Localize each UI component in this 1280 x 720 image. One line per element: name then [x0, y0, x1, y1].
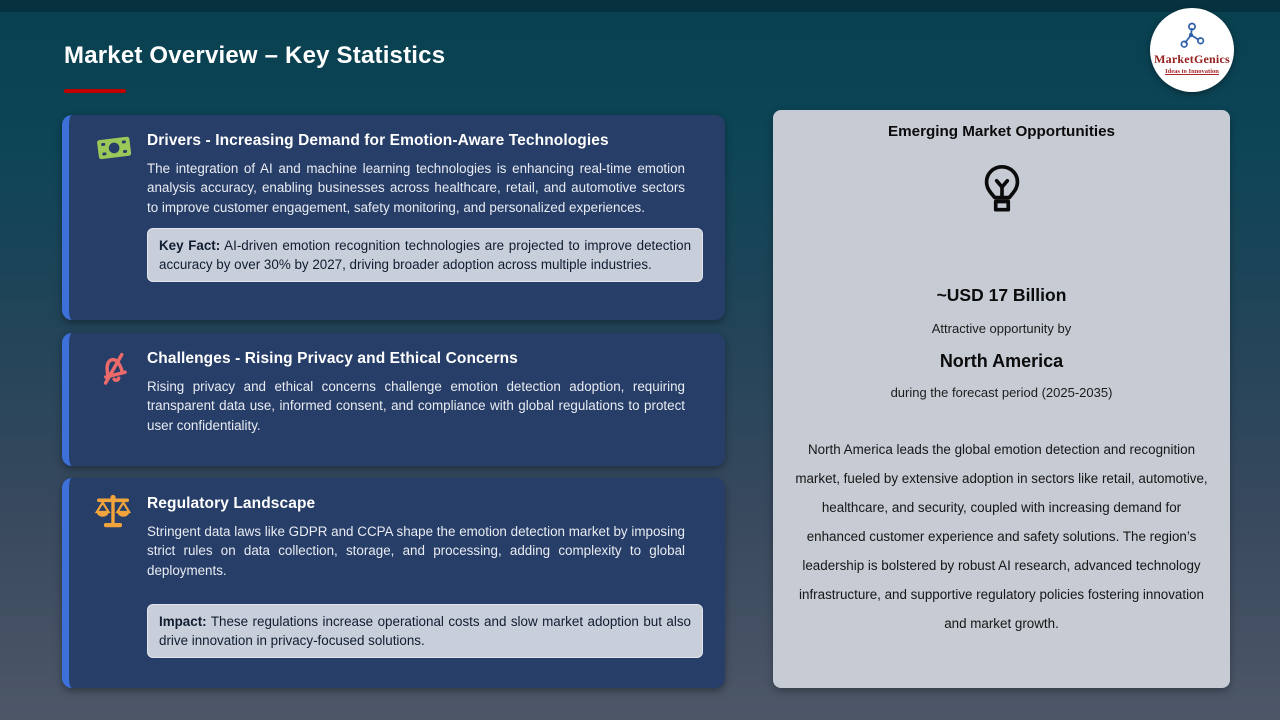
- bell-slash-icon: [93, 348, 135, 390]
- opportunity-period: during the forecast period (2025-2035): [890, 385, 1113, 400]
- opportunity-region: North America: [939, 351, 1064, 371]
- card-drivers: [62, 115, 725, 320]
- banknote-icon: [93, 130, 135, 172]
- key-fact-label: Key Fact:: [159, 238, 221, 254]
- card-challenges-heading: Challenges - Rising Privacy and Ethical Concerns: [147, 350, 518, 367]
- card-challenges: [62, 333, 725, 466]
- logo-name: MarketGenics: [1154, 52, 1230, 66]
- opportunity-subtitle: Attractive opportunity by: [931, 321, 1072, 336]
- scales-icon: [93, 493, 135, 535]
- card-regulatory: [62, 478, 725, 688]
- impact-label: Impact:: [159, 614, 207, 630]
- opportunity-panel-title: Emerging Market Opportunities: [888, 123, 1115, 140]
- card-regulatory-body: Stringent data laws like GDPR and CCPA shape the emotion detection market by imposing strict rules on data collection, storage, and processing, adding complexity to global deployments.: [147, 524, 685, 578]
- title-accent-bar: [64, 89, 126, 93]
- opportunity-description: North America leads the global emotion detection and recognition market, fueled by extensive adoption in sectors like retail, automotive, healthcare, and security, coupled with increasing demand for enhanced customer experience and safety solutions. The region’s leadership is bolstered by robust AI research, advanced technology infrastructure, and supportive regulatory policies fostering innovation and market growth.: [795, 442, 1208, 631]
- opportunity-panel: [773, 110, 1230, 688]
- logo-marketgenics: [1150, 8, 1234, 92]
- key-fact-text: AI-driven emotion recognition technologies are projected to improve detection accuracy by over 30% by 2027, driving broader adoption across multiple industries.: [159, 238, 692, 273]
- card-challenges-body: Rising privacy and ethical concerns challenge emotion detection adoption, requiring transparent data use, informed consent, and compliance with global regulations to protect user confidentiality.: [147, 379, 685, 433]
- card-drivers-body: The integration of AI and machine learning technologies is enhancing real-time emotion analysis accuracy, enabling businesses across healthcare, retail, and automotive sectors to improve customer engagement, safety monitoring, and personalized experiences.: [147, 161, 685, 215]
- page-title: Market Overview – Key Statistics: [64, 42, 446, 69]
- card-regulatory-heading: Regulatory Landscape: [147, 495, 316, 512]
- card-drivers-heading: Drivers - Increasing Demand for Emotion-Aware Technologies: [147, 132, 609, 149]
- top-accent-strip: [0, 0, 1280, 12]
- key-fact-box: [147, 228, 703, 282]
- impact-text: These regulations increase operational costs and slow market adoption but also drive innovation in privacy-focused solutions.: [159, 614, 691, 649]
- impact-box: [147, 604, 703, 658]
- molecule-icon: [1177, 21, 1207, 49]
- logo-tagline: Ideas to Innovation: [1165, 68, 1219, 75]
- lightbulb-icon: [976, 161, 1028, 215]
- opportunity-value: ~USD 17 Billion: [936, 285, 1067, 305]
